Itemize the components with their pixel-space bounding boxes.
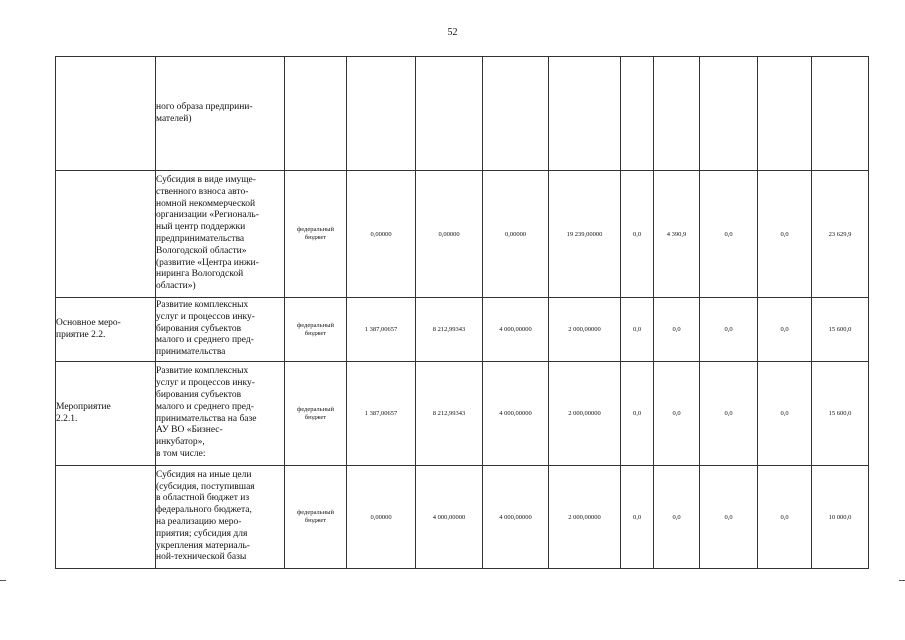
value-cell xyxy=(812,57,869,171)
source-cell: федеральный бюджет xyxy=(285,362,347,466)
value-cell xyxy=(416,57,483,171)
value-cell: 8 212,99343 xyxy=(416,298,483,362)
value-cell: 0,00000 xyxy=(347,171,416,298)
value-cell: 4 000,00000 xyxy=(483,362,549,466)
name-cell: Субсидия в виде имуще- ственного взноса авто- номной некоммерческой организации «Региональ- ный центр поддержки предпринимательства Вологодской области» (развитие «Центра инжи- ниринга Вологодской области») xyxy=(156,171,285,298)
value-cell: 0,0 xyxy=(654,298,700,362)
value-cell: 0,0 xyxy=(700,362,758,466)
table-row xyxy=(56,57,869,171)
budget-table xyxy=(55,56,869,569)
name-cell: Развитие комплексных услуг и процессов инку- бирования субъектов малого и среднего пред- принимательства xyxy=(156,298,285,362)
event-cell: Основное меро- приятие 2.2. xyxy=(56,298,156,362)
value-cell xyxy=(549,57,621,171)
event-cell xyxy=(56,57,156,171)
right-edge-mark xyxy=(899,580,905,581)
name-cell: Развитие комплексных услуг и процессов инку- бирования субъектов малого и среднего пред- принимательства на базе АУ ВО «Бизнес- инкубатор», в том числе: xyxy=(156,362,285,466)
value-cell: 0,0 xyxy=(700,466,758,569)
value-cell: 0,0 xyxy=(758,298,812,362)
value-cell: 0,0 xyxy=(654,466,700,569)
value-cell xyxy=(483,57,549,171)
name-cell: Субсидия на иные цели (субсидия, поступившая в областной бюджет из федерального бюджета, на реализацию меро- приятия; субсидия для укрепления материаль- ной-технической базы xyxy=(156,466,285,569)
table-row xyxy=(56,171,869,298)
value-cell: 19 239,00000 xyxy=(549,171,621,298)
value-cell: 0,0 xyxy=(621,298,654,362)
source-cell: федеральный бюджет xyxy=(285,466,347,569)
value-cell: 0,00000 xyxy=(416,171,483,298)
value-cell: 0,0 xyxy=(758,362,812,466)
value-cell: 0,00000 xyxy=(483,171,549,298)
event-cell xyxy=(56,466,156,569)
value-cell xyxy=(347,57,416,171)
name-cell: ного образа предприни- мателей) xyxy=(156,57,285,171)
value-cell: 2 000,00000 xyxy=(549,466,621,569)
value-cell: 0,0 xyxy=(758,171,812,298)
value-cell: 4 000,00000 xyxy=(483,466,549,569)
table-body xyxy=(56,57,869,569)
value-cell: 23 629,9 xyxy=(812,171,869,298)
value-cell: 0,0 xyxy=(654,362,700,466)
value-cell xyxy=(758,57,812,171)
source-cell: федеральный бюджет xyxy=(285,298,347,362)
value-cell: 4 000,00000 xyxy=(483,298,549,362)
table-row xyxy=(56,362,869,466)
value-cell: 2 000,00000 xyxy=(549,362,621,466)
value-cell xyxy=(700,57,758,171)
value-cell: 0,0 xyxy=(621,171,654,298)
value-cell: 15 600,0 xyxy=(812,362,869,466)
value-cell xyxy=(654,57,700,171)
value-cell: 1 387,00657 xyxy=(347,298,416,362)
value-cell: 1 387,00657 xyxy=(347,362,416,466)
event-cell xyxy=(56,171,156,298)
table-row xyxy=(56,298,869,362)
value-cell: 0,0 xyxy=(700,171,758,298)
value-cell: 0,0 xyxy=(621,362,654,466)
table-row xyxy=(56,466,869,569)
source-cell: федеральный бюджет xyxy=(285,171,347,298)
value-cell: 0,0 xyxy=(700,298,758,362)
left-edge-mark xyxy=(0,580,6,581)
source-cell xyxy=(285,57,347,171)
value-cell xyxy=(621,57,654,171)
value-cell: 0,0 xyxy=(758,466,812,569)
value-cell: 10 000,0 xyxy=(812,466,869,569)
value-cell: 2 000,00000 xyxy=(549,298,621,362)
page-number: 52 xyxy=(447,27,458,38)
event-cell: Мероприятие 2.2.1. xyxy=(56,362,156,466)
value-cell: 15 600,0 xyxy=(812,298,869,362)
value-cell: 8 212,99343 xyxy=(416,362,483,466)
value-cell: 4 390,9 xyxy=(654,171,700,298)
value-cell: 0,0 xyxy=(621,466,654,569)
value-cell: 4 000,00000 xyxy=(416,466,483,569)
value-cell: 0,00000 xyxy=(347,466,416,569)
